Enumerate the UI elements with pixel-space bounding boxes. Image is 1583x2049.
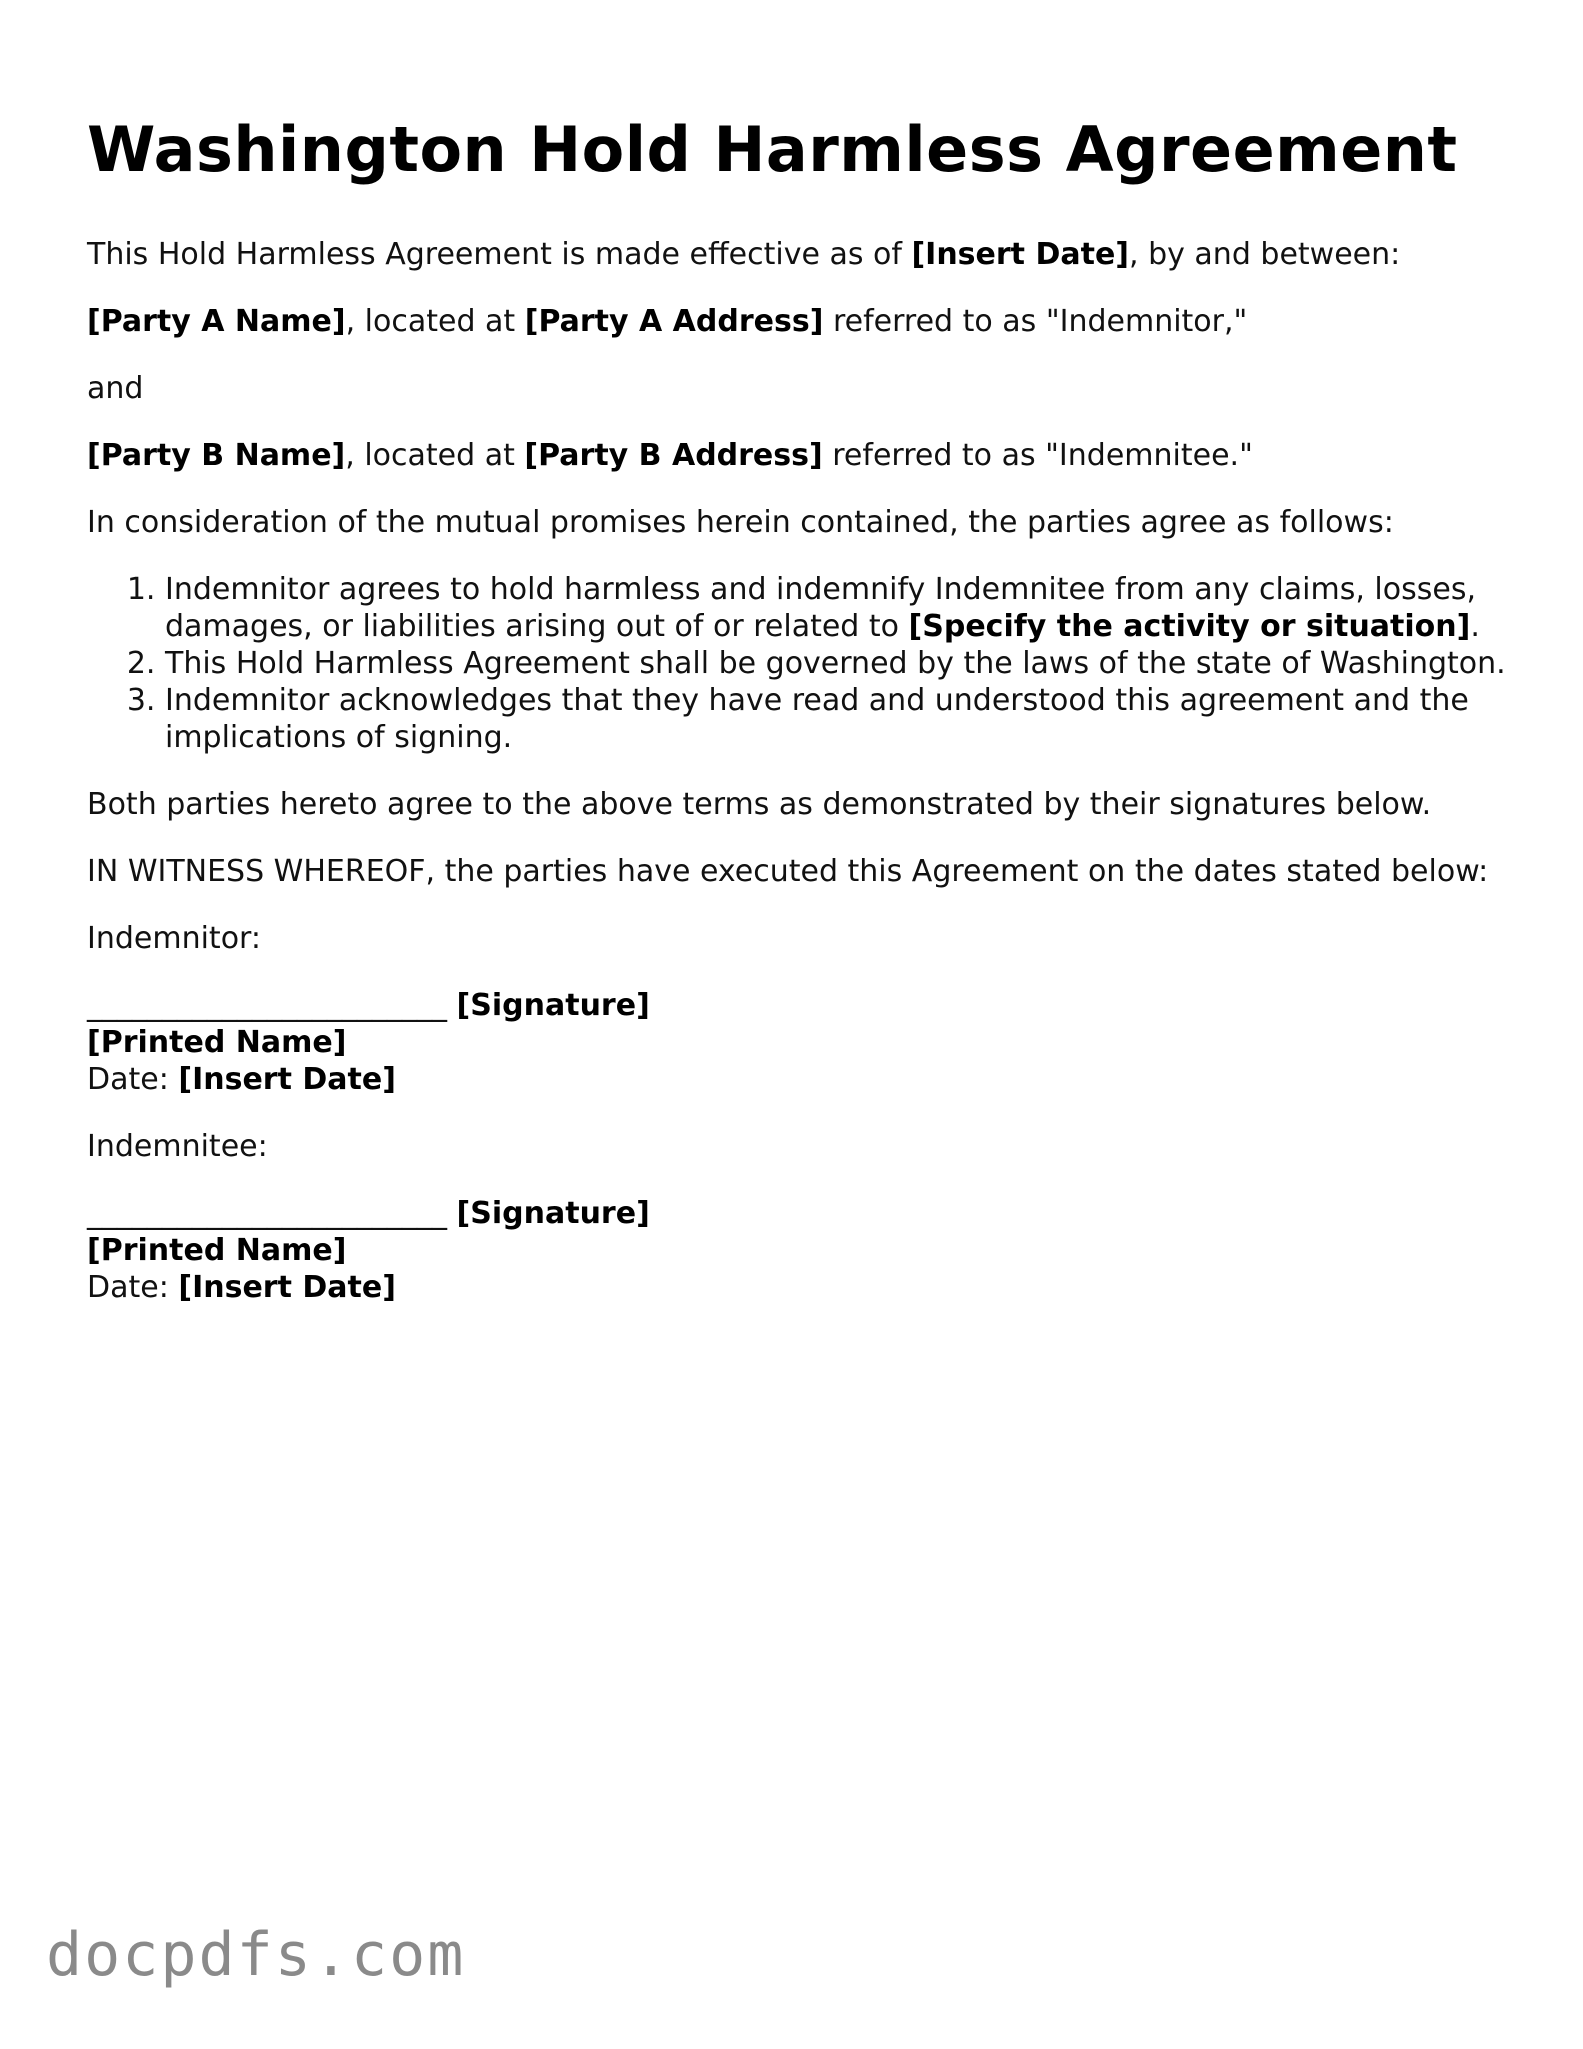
watermark-logo: docpdfs.com — [46, 1920, 466, 1990]
signature-placeholder: [Signature] — [456, 988, 650, 1023]
party-a-address: [Party A Address] — [524, 304, 824, 339]
party-a-paragraph — [87, 303, 1507, 340]
party-b-name: [Party B Name] — [87, 438, 346, 473]
intro-text-after: , by and between: — [1129, 237, 1401, 272]
and-paragraph: and — [87, 371, 144, 406]
signature-placeholder: [Signature] — [456, 1196, 650, 1231]
party-b-address: [Party B Address] — [524, 438, 823, 473]
indemnitor-label: Indemnitor: — [87, 921, 261, 956]
both-parties-paragraph: Both parties hereto agree to the above terms as demonstrated by their signatures below. — [87, 787, 1432, 822]
effective-date-placeholder: [Insert Date] — [911, 237, 1130, 272]
date-placeholder: [Insert Date] — [178, 1270, 396, 1305]
indemnitee-signature-block — [87, 1195, 1507, 1306]
intro-text-before: This Hold Harmless Agreement is made effective as of — [87, 237, 912, 272]
date-label: Date: — [87, 1270, 179, 1305]
party-a-located-at: , located at — [345, 304, 525, 339]
indemnitor-date-line — [87, 1061, 1507, 1098]
date-placeholder: [Insert Date] — [178, 1062, 396, 1097]
signature-underline: ________________________ — [87, 988, 447, 1023]
indemnitee-label: Indemnitee: — [87, 1129, 268, 1164]
signature-underline: ________________________ — [87, 1196, 447, 1231]
term-1-text: Indemnitor agrees to hold harmless and indemnify Indemnitee from any claims, losses, damages, or liabilities arising out of or related to — [165, 572, 1477, 644]
activity-placeholder: [Specify the activity or situation] — [908, 609, 1471, 644]
printed-name-placeholder: [Printed Name] — [87, 1025, 347, 1060]
party-b-paragraph — [87, 437, 1507, 474]
terms-list — [87, 571, 1507, 756]
document-title: Washington Hold Harmless Agreement — [87, 113, 1458, 186]
party-b-located-at: , located at — [345, 438, 525, 473]
party-a-name: [Party A Name] — [87, 304, 346, 339]
indemnitee-signature-line — [87, 1195, 1507, 1232]
intro-paragraph — [87, 236, 1507, 273]
term-item: 2. This Hold Harmless Agreement shall be governed by the laws of the state of Washington. — [165, 645, 1507, 682]
printed-name-placeholder: [Printed Name] — [87, 1233, 347, 1268]
date-label: Date: — [87, 1062, 179, 1097]
indemnitor-signature-block — [87, 987, 1507, 1098]
indemnitor-signature-line — [87, 987, 1507, 1024]
party-b-referred: referred to as "Indemnitee." — [822, 438, 1253, 473]
consideration-paragraph: In consideration of the mutual promises herein contained, the parties agree as follows: — [87, 505, 1394, 540]
term-item — [165, 571, 1507, 645]
indemnitee-date-line — [87, 1269, 1507, 1306]
document-page — [87, 108, 1507, 1336]
term-1-end: . — [1470, 609, 1480, 644]
party-a-referred: referred to as "Indemnitor," — [823, 304, 1248, 339]
witness-paragraph: IN WITNESS WHEREOF, the parties have executed this Agreement on the dates stated below: — [87, 854, 1489, 889]
term-item: 3. Indemnitor acknowledges that they have read and understood this agreement and the implications of signing. — [165, 682, 1507, 756]
